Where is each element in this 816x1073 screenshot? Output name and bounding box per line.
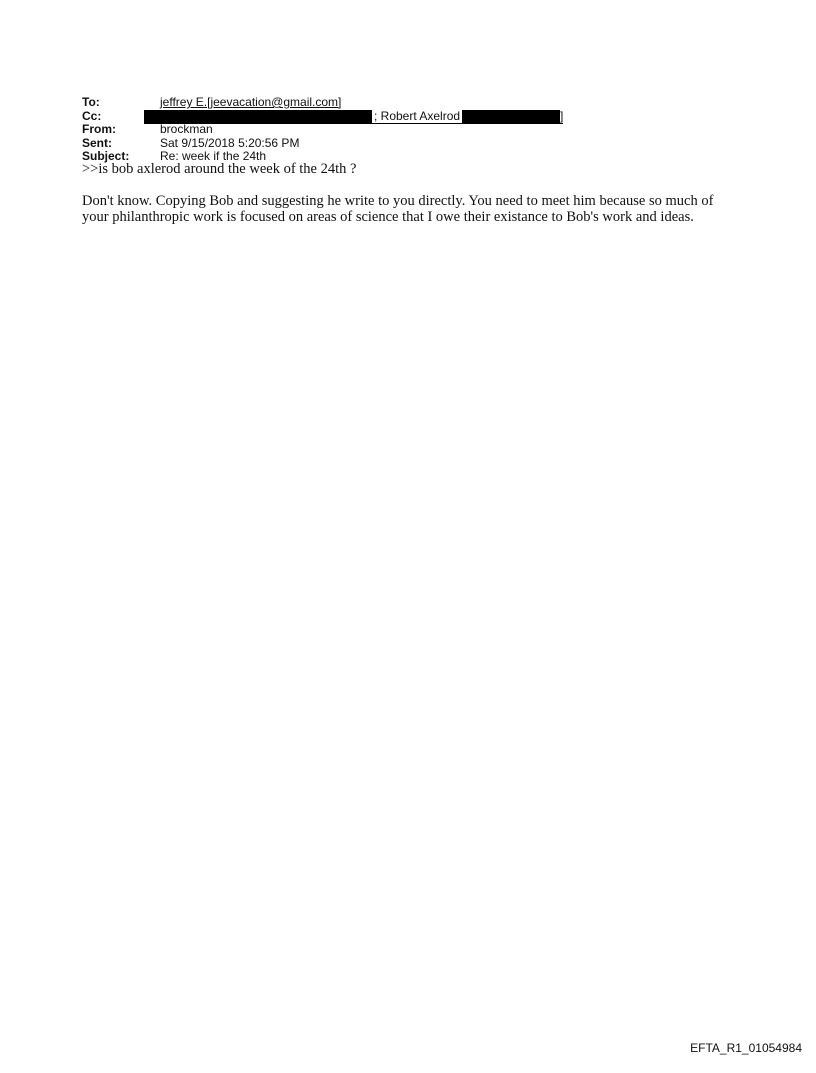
- document-id: EFTA_R1_01054984: [690, 1041, 802, 1055]
- sent-label: Sent:: [82, 135, 112, 150]
- subject-label: Subject:: [82, 149, 130, 163]
- redaction-block: [462, 110, 560, 123]
- subject-value: Re: week if the 24th: [160, 149, 267, 163]
- redaction-block: [144, 110, 372, 123]
- cc-label: Cc:: [82, 108, 102, 123]
- cc-separator: ; Robert Axelrod: [374, 108, 461, 123]
- email-body: [82, 161, 732, 226]
- from-label: From:: [82, 122, 116, 136]
- to-label: To:: [82, 95, 100, 109]
- sent-value: Sat 9/15/2018 5:20:56 PM: [160, 135, 300, 150]
- cc-end: ]: [560, 108, 564, 123]
- quoted-line: >>is bob axlerod around the week of the 24th ?: [82, 161, 357, 177]
- from-value: brockman: [160, 122, 213, 136]
- to-value: jeffrey E.[jeevacation@gmail.com]: [160, 95, 342, 109]
- reply-paragraph: Don't know. Copying Bob and suggesting he write to you directly. You need to meet him because so much of your philanthropic work is focused on areas of science that I owe their existance to Bob's work and ideas.: [82, 192, 714, 225]
